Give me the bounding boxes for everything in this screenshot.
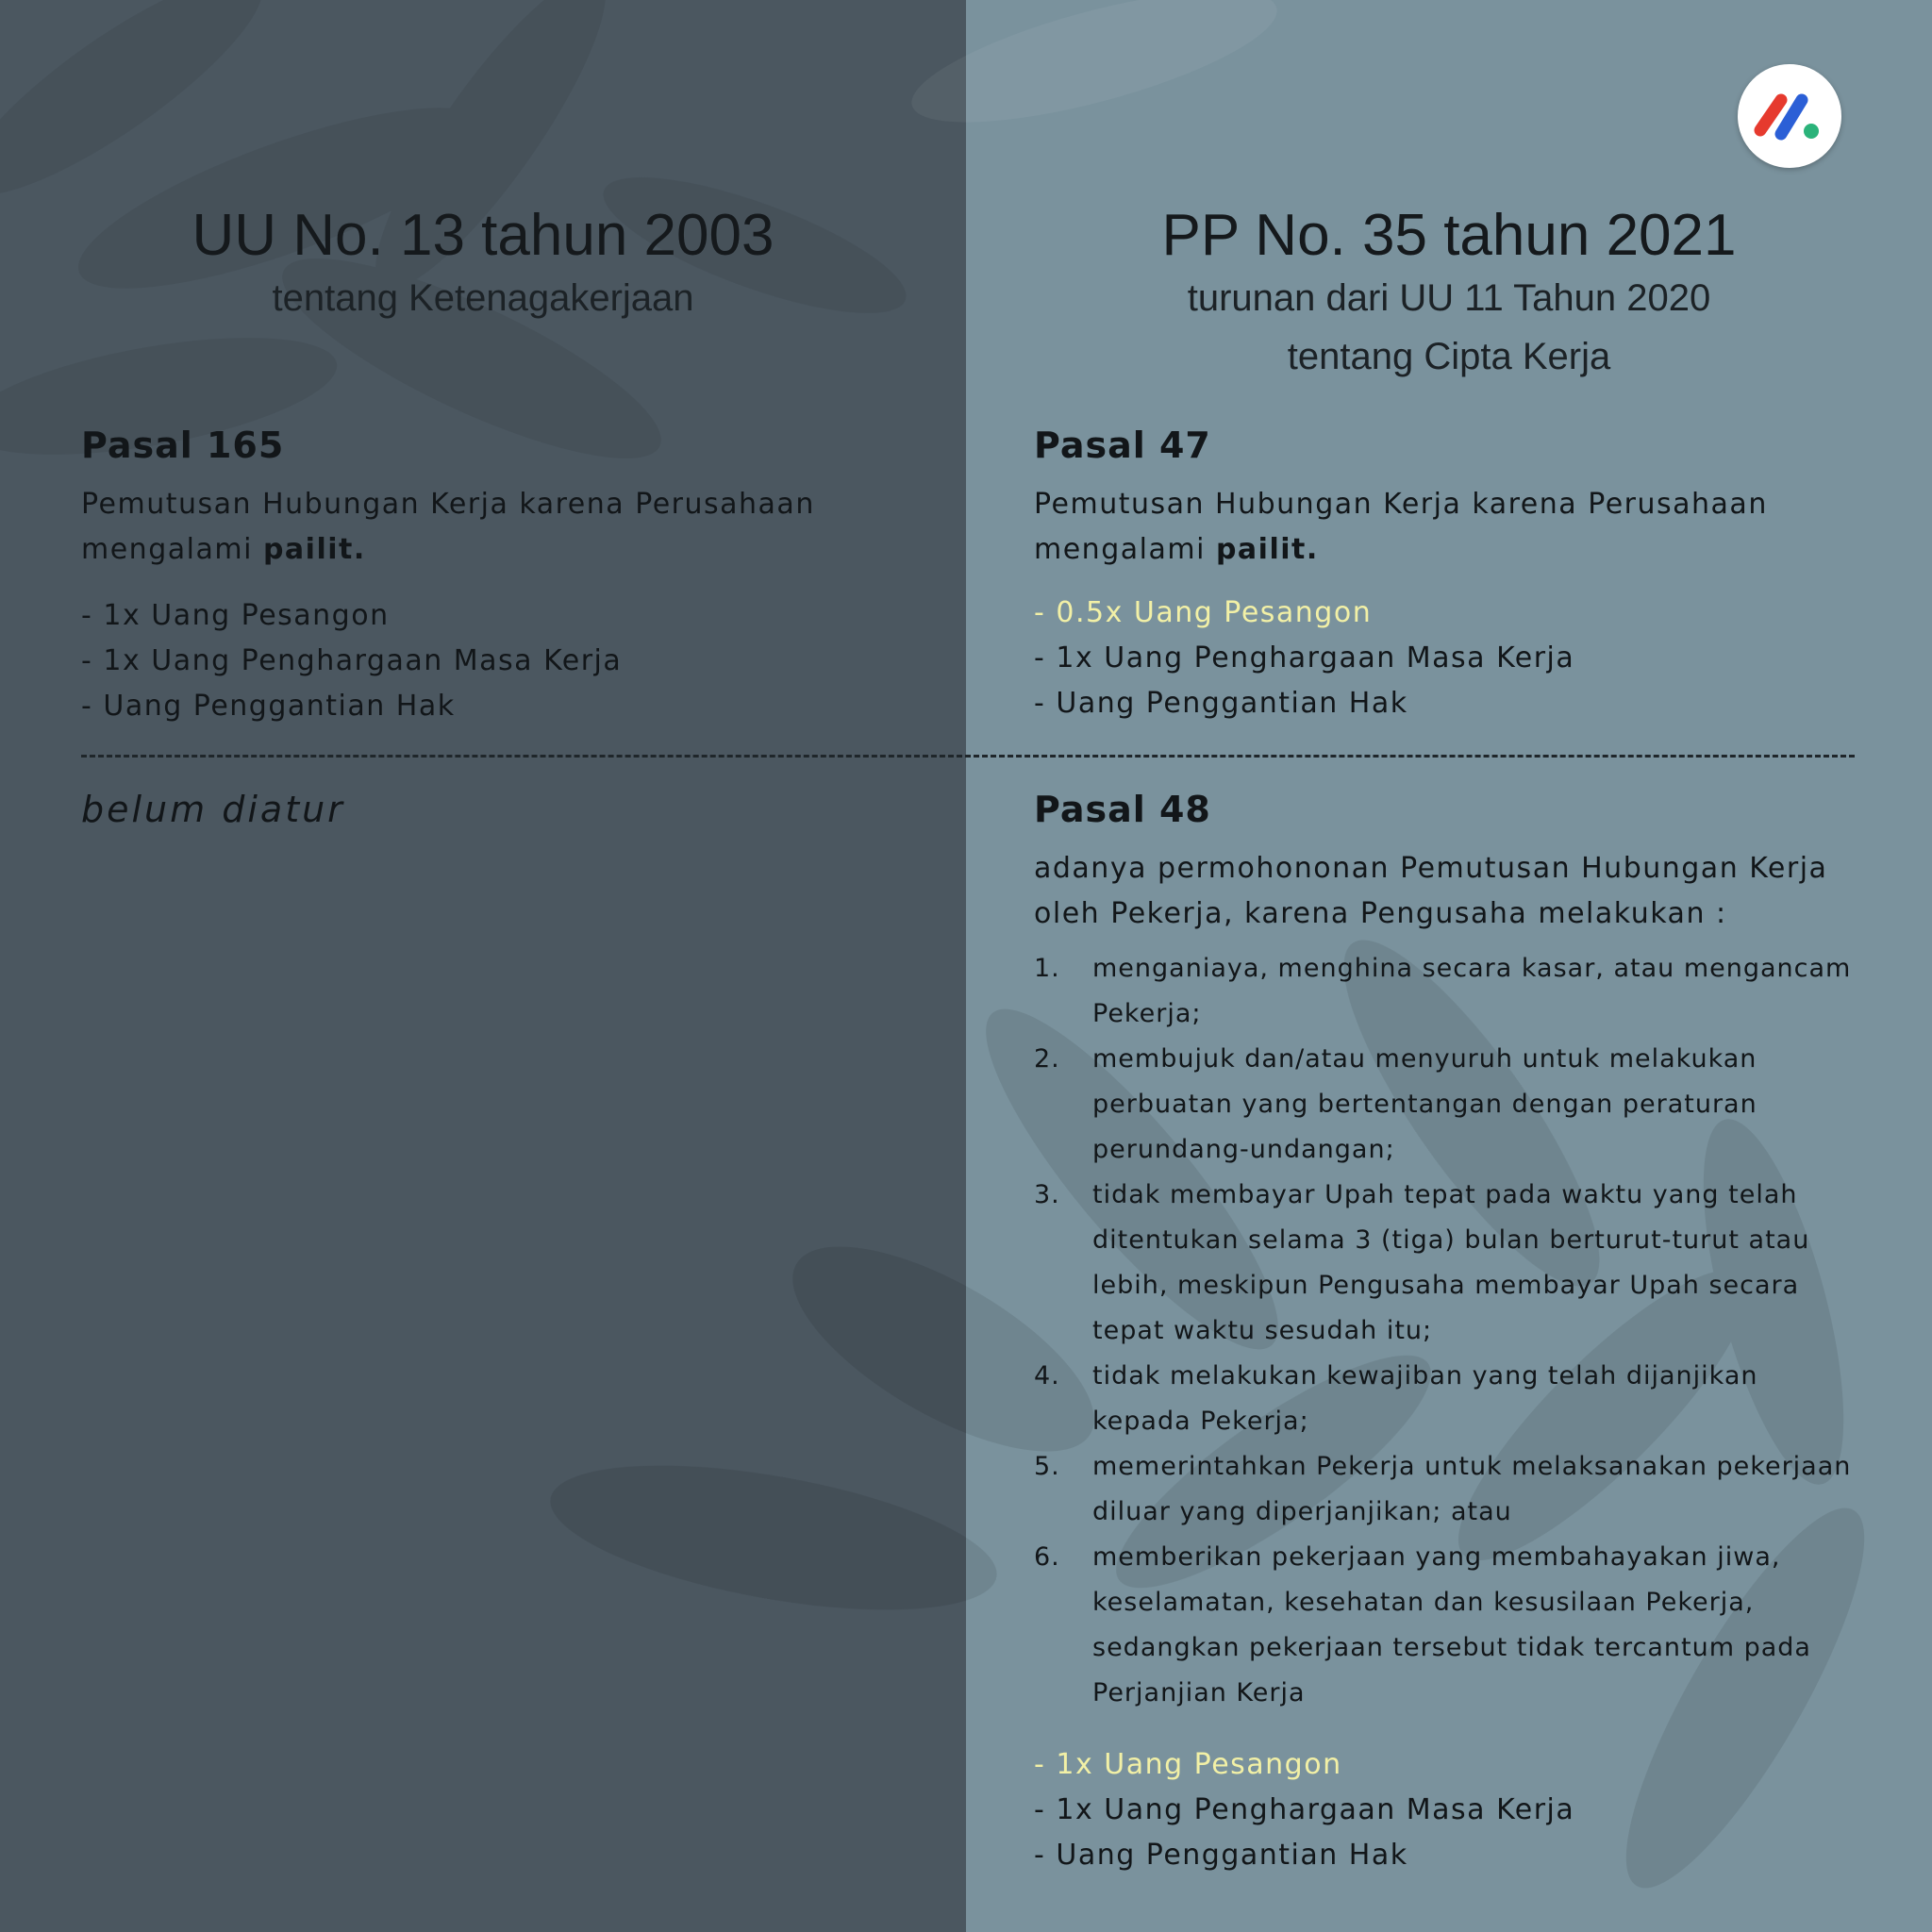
left-section-2 (81, 786, 930, 833)
item-text: menganiaya, menghina secara kasar, atau mengancam Pekerja; (1092, 954, 1852, 1028)
item-text: tidak membayar Upah tepat pada waktu yang telah ditentukan selama 3 (tiga) bulan berturut-turut atau lebih, meskipun Pengusaha membayar Upah secara tepat waktu sesudah itu; (1092, 1180, 1810, 1345)
benefit-item: - Uang Penggantian Hak (1034, 687, 1408, 720)
benefit-item: - Uang Penggantian Hak (1034, 1839, 1408, 1872)
benefit-item-highlight: - 1x Uang Pesangon (1034, 1748, 1342, 1781)
item-text: memerintahkan Pekerja untuk melaksanakan pekerjaan diluar yang diperjanjikan; atau (1092, 1452, 1852, 1526)
right-section-pasal-47 (1034, 422, 1864, 726)
item-number: 6. (1034, 1542, 1060, 1572)
condition-item (1034, 1354, 1864, 1444)
item-text: membujuk dan/atau menyuruh untuk melakukan perbuatan yang bertentangan dengan peraturan perundang-undangan; (1092, 1044, 1757, 1164)
left-section-pasal-165 (81, 422, 930, 729)
right-subtitle-line2: tentang Cipta Kerja (1287, 336, 1611, 377)
condition-list (1034, 946, 1864, 1716)
condition-item (1034, 1535, 1864, 1716)
item-number: 1. (1034, 954, 1060, 983)
benefit-list (1034, 591, 1864, 726)
description-bold: pailit. (262, 533, 366, 566)
condition-item (1034, 1444, 1864, 1535)
pasal-heading: Pasal 48 (1034, 789, 1211, 830)
item-number: 2. (1034, 1044, 1060, 1074)
item-number: 3. (1034, 1180, 1060, 1209)
benefit-item: - 1x Uang Penghargaan Masa Kerja (1034, 641, 1575, 675)
logo-icon (1738, 64, 1841, 168)
right-title: PP No. 35 tahun 2021 (1161, 203, 1737, 268)
right-heading (1006, 203, 1892, 386)
pasal-description (81, 482, 930, 573)
left-title: UU No. 13 tahun 2003 (192, 203, 774, 268)
item-number: 5. (1034, 1452, 1060, 1481)
benefit-item: - Uang Penggantian Hak (81, 690, 456, 723)
condition-item (1034, 1173, 1864, 1354)
left-subtitle: tentang Ketenagakerjaan (272, 277, 694, 319)
dashed-divider (81, 755, 1855, 758)
item-text: memberikan pekerjaan yang membahayakan jiwa, keselamatan, kesehatan dan kesusilaan Pekerja, sedangkan pekerjaan tersebut tidak tercantum pada Perjanjian Kerja (1092, 1542, 1811, 1707)
right-section-pasal-48 (1034, 786, 1864, 1878)
condition-item (1034, 1037, 1864, 1173)
right-subtitle-line1: turunan dari UU 11 Tahun 2020 (1187, 277, 1711, 319)
pasal-description (1034, 482, 1864, 573)
item-number: 4. (1034, 1361, 1060, 1391)
not-regulated-note: belum diatur (81, 789, 345, 830)
pasal-heading: Pasal 165 (81, 425, 285, 466)
benefit-item: - 1x Uang Pesangon (81, 599, 390, 632)
benefit-item: - 1x Uang Penghargaan Masa Kerja (81, 644, 623, 677)
description-bold: pailit. (1215, 533, 1319, 566)
pasal-heading: Pasal 47 (1034, 425, 1211, 466)
pasal-description: adanya permohononan Pemutusan Hubungan Kerja oleh Pekerja, karena Pengusaha melakukan : (1034, 852, 1828, 930)
benefit-item-highlight: - 0.5x Uang Pesangon (1034, 596, 1373, 629)
condition-item (1034, 946, 1864, 1037)
left-heading (40, 203, 926, 327)
item-text: tidak melakukan kewajiban yang telah dijanjikan kepada Pekerja; (1092, 1361, 1758, 1436)
description-text: Pemutusan Hubungan Kerja karena Perusahaan mengalami (81, 488, 815, 566)
benefit-list (1034, 1742, 1864, 1878)
benefit-item: - 1x Uang Penghargaan Masa Kerja (1034, 1793, 1575, 1826)
benefit-list (81, 593, 930, 729)
description-text: Pemutusan Hubungan Kerja karena Perusahaan mengalami (1034, 488, 1768, 566)
